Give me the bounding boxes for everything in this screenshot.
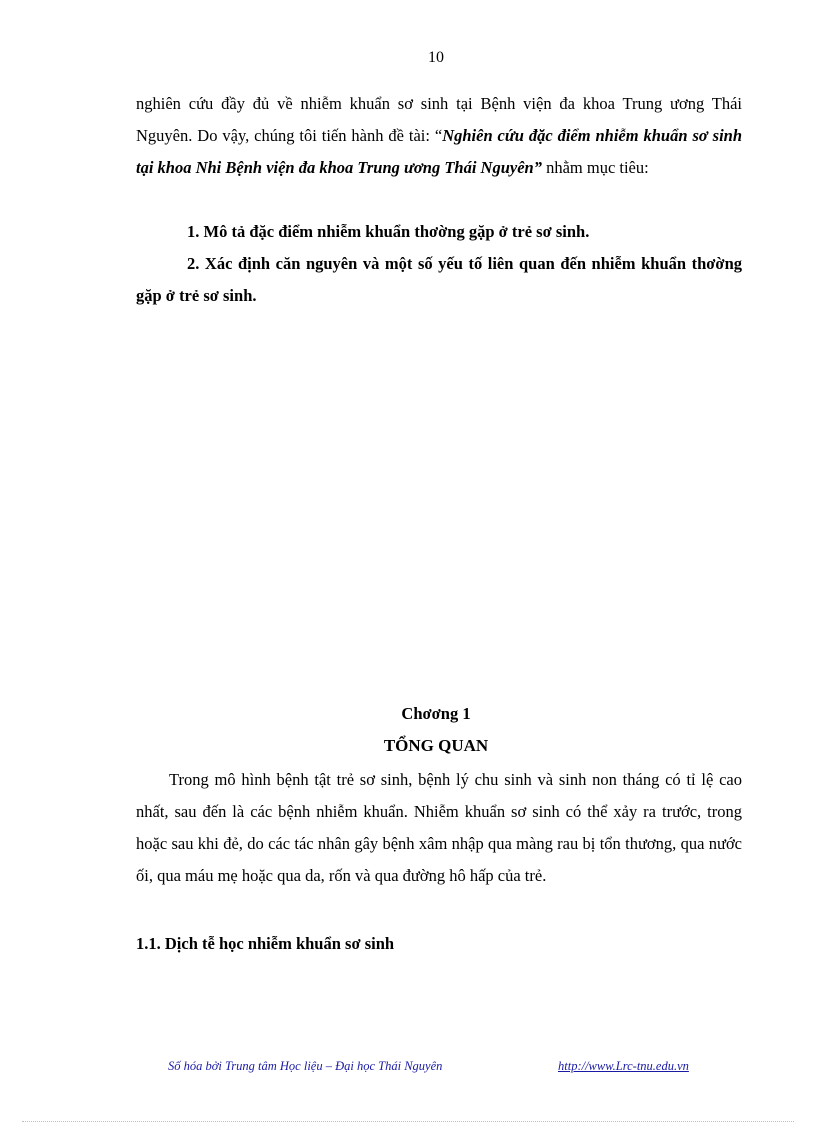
thesis-title: Nghiên cứu đặc điểm nhiễm khuẩn sơ sinh tại khoa Nhi Bệnh viện đa khoa Trung ương Thái Nguyên”	[136, 126, 743, 177]
intro-tail: nhằm mục tiêu:	[541, 158, 649, 177]
objective-1: 1. Mô tả đặc điểm nhiễm khuẩn thơờng gặp ở trẻ sơ sinh.	[187, 222, 590, 241]
footer-link[interactable]: http://www.Lrc-tnu.edu.vn	[558, 1059, 689, 1073]
section-heading: 1.1. Dịch tễ học nhiễm khuẩn sơ sinh	[136, 934, 395, 953]
page-number: 10	[428, 49, 444, 66]
chapter-title: TỔNG QUAN	[383, 736, 489, 755]
footer-credit: Số hóa bởi Trung tâm Học liệu – Đại học Thái Nguyên	[168, 1059, 443, 1073]
objective-2: 2. Xác định căn nguyên và một số yếu tố liên quan đến nhiễm khuẩn thơờng gặp ở trẻ sơ sinh.	[136, 254, 742, 305]
overview-paragraph: Trong mô hình bệnh tật trẻ sơ sinh, bệnh lý chu sinh và sinh non tháng có tỉ lệ cao nhất, sau đến là các bệnh nhiễm khuẩn. Nhiễm khuẩn sơ sinh có thể xảy ra trước, trong hoặc sau khi đẻ, do các tác nhân gây bệnh xâm nhập qua màng rau bị tổn thương, qua nước ối, qua máu mẹ hoặc qua da, rốn và qua đường hô hấp của trẻ.	[136, 770, 742, 885]
intro-paragraph	[136, 88, 742, 184]
intro-lead: nghiên cứu đầy đủ về nhiễm khuẩn sơ sinh tại Bệnh viện đa khoa Trung ương Thái Nguyên. Do vậy, chúng tôi tiến hành đề tài: “	[136, 94, 742, 145]
chapter-label: Chơơng 1	[401, 704, 471, 723]
page-bottom-divider	[22, 1121, 794, 1122]
